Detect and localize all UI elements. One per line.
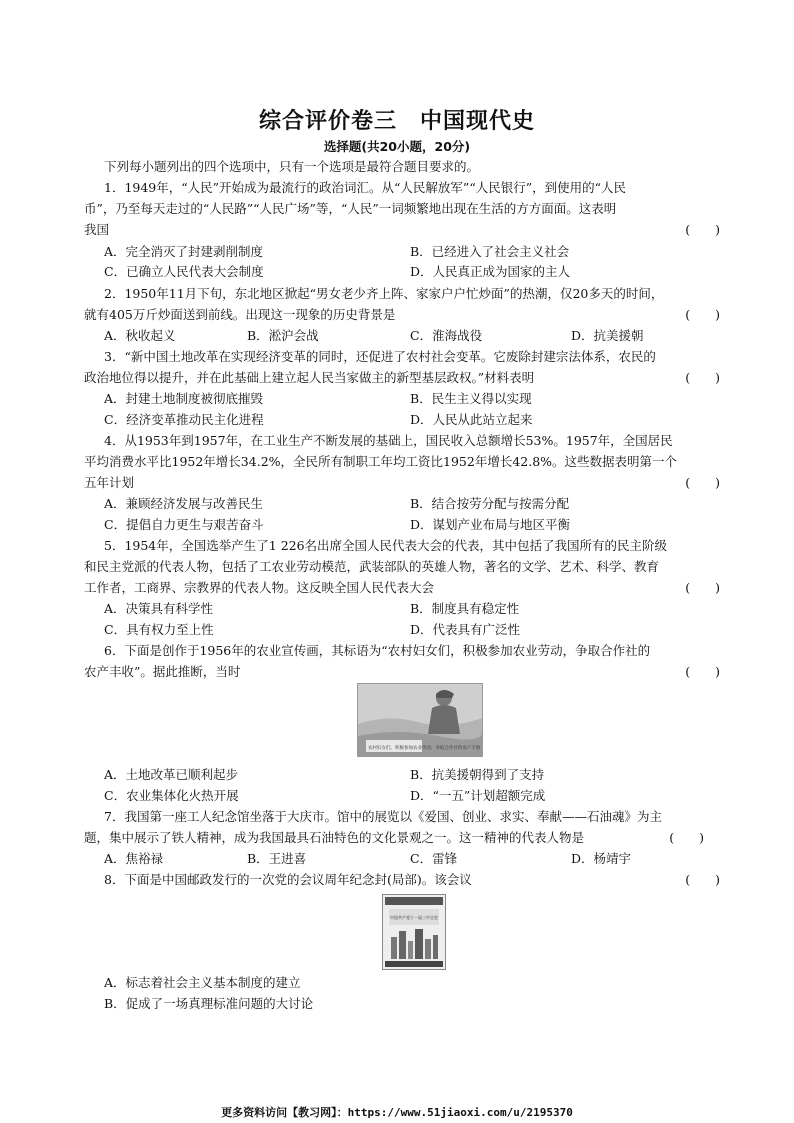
question-line: 3．“新中国土地改革在实现经济变革的同时，还促进了农村社会变革。它废除封建宗法体系，农民的 bbox=[104, 349, 656, 364]
question-line bbox=[84, 662, 720, 682]
option-b: B．促成了一场真理标准问题的大讨论 bbox=[104, 996, 314, 1011]
answer-bracket: ( ) bbox=[685, 475, 720, 490]
question-line-end: 题，集中展示了铁人精神，成为我国最具石油特色的文化景观之一。这一精神的代表人物是 bbox=[84, 830, 585, 845]
option-d: D．抗美援朝 bbox=[571, 328, 644, 343]
option-d: D．代表具有广泛性 bbox=[410, 622, 521, 637]
question-line: 7．我国第一座工人纪念馆坐落于大庆市。馆中的展览以《爱国、创业、求实、奉献——石油魂》为主 bbox=[104, 809, 662, 824]
option-c: C．经济变革推动民主化进程 bbox=[104, 412, 264, 427]
option-b: B．淞沪会战 bbox=[247, 328, 319, 343]
question-line-end: 就有405万斤炒面送到前线。出现这一现象的历史背景是 bbox=[84, 307, 396, 322]
question-line-end: 农产丰收”。据此推断，当时 bbox=[84, 664, 241, 679]
option-a: A．秋收起义 bbox=[104, 328, 176, 343]
option-b: B．民生主义得以实现 bbox=[410, 391, 532, 406]
footer-link-text: 更多资料访问【教习网】：https://www.51jiaoxi.com/u/2195370 bbox=[221, 1106, 573, 1119]
question-line: 4．从1953年到1957年，在工业生产不断发展的基础上，国民收入总额增长53%。1957年，全国居民 bbox=[104, 433, 673, 448]
option-row bbox=[104, 994, 720, 1014]
option-row bbox=[104, 262, 720, 282]
answer-bracket: ( ) bbox=[669, 830, 704, 845]
option-a: A．兼顾经济发展与改善民生 bbox=[104, 496, 264, 511]
cover-illustration bbox=[383, 895, 445, 969]
question-line-end: 五年计划 bbox=[84, 475, 135, 490]
question-line-end: 工作者，工商界、宗教界的代表人物。这反映全国人民代表大会 bbox=[84, 580, 435, 595]
poster-illustration bbox=[358, 684, 482, 756]
option-d: D．人民从此站立起来 bbox=[410, 412, 533, 427]
option-d: D．“一五”计划超额完成 bbox=[410, 788, 546, 803]
question-line-end: 政治地位得以提升，并在此基础上建立起人民当家做主的新型基层政权。”材料表明 bbox=[84, 370, 535, 385]
option-row bbox=[104, 765, 720, 785]
option-a: A．封建土地制度被彻底摧毁 bbox=[104, 391, 264, 406]
option-b: B．抗美援朝得到了支持 bbox=[410, 767, 545, 782]
option-a: A．土地改革已顺利起步 bbox=[104, 767, 239, 782]
option-a: A．焦裕禄 bbox=[104, 851, 164, 866]
question-line: 币”，乃至每天走过的“人民路”“人民广场”等，“人民”一词频繁地出现在生活的方方面面。这表明 bbox=[84, 201, 617, 216]
option-a: A．完全消灭了封建剥削制度 bbox=[104, 244, 264, 259]
question-line: 1．1949年，“人民”开始成为最流行的政治词汇。从“人民解放军”“人民银行”，到使用的“人民 bbox=[104, 180, 626, 195]
cover-caption: 中国共产党十一届三中全会 bbox=[390, 915, 438, 920]
question-line-end: 我国 bbox=[84, 222, 110, 237]
option-b: B．制度具有稳定性 bbox=[410, 601, 520, 616]
question-line bbox=[84, 578, 720, 598]
option-row bbox=[104, 973, 720, 993]
option-c: C．农业集体化火热开展 bbox=[104, 788, 239, 803]
page-title: 综合评价卷三 中国现代史 bbox=[258, 109, 535, 134]
option-c: C．雷锋 bbox=[410, 851, 458, 866]
question-line bbox=[84, 305, 720, 325]
question-line-end: 8．下面是中国邮政发行的一次党的会议周年纪念封(局部)。该会议 bbox=[104, 872, 472, 887]
option-row bbox=[104, 599, 720, 619]
option-a: A．标志着社会主义基本制度的建立 bbox=[104, 975, 301, 990]
poster-caption: 农村妇女们，积极参加农业劳动，争取合作社的农产丰收 bbox=[368, 746, 481, 751]
question-line bbox=[84, 828, 720, 848]
option-row bbox=[104, 494, 720, 514]
instruction-text: 下列每小题列出的四个选项中，只有一个选项是最符合题目要求的。 bbox=[104, 159, 480, 174]
option-row bbox=[104, 326, 720, 346]
option-c: C．具有权力至上性 bbox=[104, 622, 214, 637]
option-row bbox=[104, 242, 720, 262]
question-line: 5．1954年，全国选举产生了1 226名出席全国人民代表大会的代表，其中包括了我国所有的民主阶级 bbox=[104, 538, 668, 553]
propaganda-poster-image bbox=[357, 683, 483, 757]
question-line bbox=[84, 473, 720, 493]
question-line: 2．1950年11月下旬，东北地区掀起“男女老少齐上阵、家家户户忙炒面”的热潮，仅20多天的时间， bbox=[104, 286, 664, 301]
question-line: 和民主党派的代表人物，包括了工农业劳动模范，武装部队的英雄人物，著名的文学、艺术、科学、教育 bbox=[84, 559, 660, 574]
answer-bracket: ( ) bbox=[685, 222, 720, 237]
question-line bbox=[84, 368, 720, 388]
option-row bbox=[104, 849, 720, 869]
option-d: D．人民真正成为国家的主人 bbox=[410, 264, 571, 279]
option-c: C．提倡自力更生与艰苦奋斗 bbox=[104, 517, 264, 532]
answer-bracket: ( ) bbox=[685, 307, 720, 322]
option-row bbox=[104, 620, 720, 640]
option-row bbox=[104, 515, 720, 535]
commemorative-cover-image bbox=[382, 894, 446, 970]
option-a: A．决策具有科学性 bbox=[104, 601, 214, 616]
option-d: D．谋划产业布局与地区平衡 bbox=[410, 517, 571, 532]
option-row bbox=[104, 410, 720, 430]
answer-bracket: ( ) bbox=[685, 872, 720, 887]
answer-bracket: ( ) bbox=[685, 370, 720, 385]
question-line: 平均消费水平比1952年增长34.2%，全民所有制职工年均工资比1952年增长42.8%。这些数据表明第一个 bbox=[84, 454, 678, 469]
answer-bracket: ( ) bbox=[685, 664, 720, 679]
question-line bbox=[84, 870, 720, 890]
option-b: B．结合按劳分配与按需分配 bbox=[410, 496, 570, 511]
option-c: C．已确立人民代表大会制度 bbox=[104, 264, 264, 279]
question-line bbox=[84, 220, 720, 240]
question-line: 6．下面是创作于1956年的农业宣传画，其标语为“农村妇女们，积极参加农业劳动，争取合作社的 bbox=[104, 643, 651, 658]
section-heading: 选择题(共20小题，20分) bbox=[323, 139, 471, 154]
option-d: D．杨靖宇 bbox=[571, 851, 632, 866]
option-b: B．王进喜 bbox=[247, 851, 307, 866]
option-row bbox=[104, 786, 720, 806]
option-b: B．已经进入了社会主义社会 bbox=[410, 244, 570, 259]
option-c: C．淮海战役 bbox=[410, 328, 483, 343]
answer-bracket: ( ) bbox=[685, 580, 720, 595]
option-row bbox=[104, 389, 720, 409]
